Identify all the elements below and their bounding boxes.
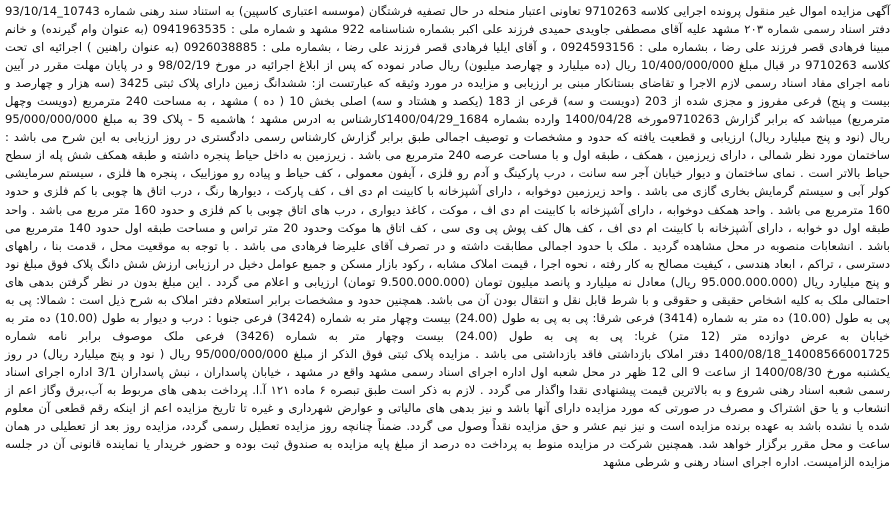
auction-notice-text: آگهی مزایده اموال غیر منقول پرونده اجرایی کلاسه 9710263 تعاونی اعتبار منحله در حال تصفیه فرشتگان (موسسه اعتباری کاسپین) به استناد سند رهنی شماره 10743_93/10/14 دفتر اسناد رسمی شماره ۲۰۳ مشهد علیه آقای مصطفی جاویدی حمیدی فرزند علی اکبر بشماره شناسنامه 922 مشهد و شماره ملی : 0941963535 (به عنوان وام گیرنده) و خانم مبینا فرهادی قصر فرزند علی رضا ، بشماره ملی : 0924593156 ، و آقای ایلیا فرهادی قصر فرزند علی رضا ، بشماره ملی : 0926038885 (به عنوان راهنین ) اجرائیه ای تحت کلاسه 9710263 در قبال مبلغ 10/400/000/000 ریال (ده میلیارد و چهارصد میلیون) ریال صادر نموده که پس از ابلاغ اجرائیه در مورخ 98/02/19 و در پایان مهلت مقرر در آیین نامه اجرای مفاد اسناد رسمی لازم الاجرا و تقاضای بستانکار مبنی بر ارزیابی و مزایده در مورد وثیقه که عبارتست از: ششدانگ زمین دارای پلاک ثبتی 3425 (سه هزار و چهارصد و بیست و پنج) فرعی مفروز و مجزی شده از 203 (دویست و سه) قرعی از 183 (یکصد و هشتاد و سه) اصلی بخش 10 ( ده ) مشهد ، به مساحت 240 مترمربع (دویست وچهل مترمربع) میباشد که برابر گزارش 9710263مورخه 1400/04/28 وارده بشماره 1684_1400/04/29کارشناس به ادرس مشهد ؛ هاشمیه 5 - پلاک 39 به مبلغ 95/000/000/000 ریال (نود و پنج میلیارد ریال) ارزیابی و قطعیت یافته که حدود و مشخصات و توصیف اجمالی طبق برابر گزارش کارشناس رسمی دادگستری در روز ارزیابی به این شرح می باشد : ساختمان مورد نظر شمالی ، دارای زیرزمین ، همکف ، طبقه اول و با مساحت عرصه 240 مترمربع می باشد . زیرزمین به داخل حیاط پنجره داشته و طبقه همکف شش پله از سطح حیاط بالاتر است . نمای ساختمان و دیوار خیابان آجر سه سانت ، درب پارکینگ و آدم رو فلزی ، آیفون معمولی ، کف حیاط و پیاده رو موزاییک ، پنجره ها فلزی ، سیستم سرمایشی کولر آبی و سیستم گرمایش بخاری گازی می باشد . واحد زیرزمین دوخوابه ، دارای آشپزخانه با کابینت ام دی اف ، کف پارکت ، دیوارها رنگ ، درب اتاق ها چوبی با کم فلزی و حدود 160 مترمربع می باشد . واحد همکف دوخوابه ، دارای آشپزخانه با کابینت ام دی اف ، موکت ، کاغذ دیواری ، درب های اتاق چوبی با کم فلزی و حدود 160 متر مربع می باشد . واحد طبقه اول دو خوابه ، دارای آشپزخانه با کابینت ام دی اف ، کف هال کف پوش پی وی سی ، کف اتاق ها موکت وحدود 20 متر تراس و مساحت طبقه اول حدود 140 مترمربع می باشد . انشعابات منصوبه در محل مشاهده گردید . ملک با حدود اجمالی مطابقت داشته و در تصرف آقای علیرضا فرهادی می باشد . با توجه به موقعیت محل ، قدمت بنا ، راههای دسترسی ، تراکم ، ابعاد هندسی ، کیفیت مصالح به کار رفته ، نحوه اجرا ، قیمت املاک مشابه ، رکود بازار مسکن و جمیع عوامل دخیل در ارزیابی ارزش شش دانگ پلاک فوق مبلغ نود و پنج میلیارد ریال (95.000.000.000 ریال) معادل نه میلیارد و پانصد میلیون تومان (9.500.000.000 تومان) ارزیابی و اعلام می گردد . این مبلغ بدون در نظر گرفتن بدهی های احتمالی ملک به کلیه اشخاص حقیقی و حقوقی و با شرط قابل نقل و انتقال بودن آن می باشد. همچنین حدود و مشخصات برابر استعلام دفتر املاک به شرح ذیل است : شمالا: پی به پی به طول (10.00) ده متر به شماره (3414) فرعی شرقا: پی به پی به طول (24.00) بیست وچهار متر به شماره (3424) فرعی جنوبا : درب و دیوار به طول (10.00) ده متر به خیابان به عرض دوازده متر (12 متر) غربا: پی به پی به طول (24.00) بیست وچهار متر به شماره (3426) فرعی ملک موصوف برابر نامه شماره 14008566001725_1400/08/18 دفتر املاک بازداشتی فاقد بازداشتی می باشد . مزایده پلاک ثبتی فوق الذکر از مبلغ 95/000/000/000 ریال ( نود و پنج میلیارد ریال) در روز یکشنبه مورخ 1400/08/30 از ساعت 9 الی 12 ظهر در محل شعبه اول اداره اجرای اسناد رسمی مشهد واقع در مشهد ، خیابان پاسداران ، نبش پاسداران 3/1 اداره اجرای اسناد رسمی شعبه اسناد رهنی شروع و به بالاترین قیمت پیشنهادی نقدا واگذار می گردد . لازم به ذکر است طبق تبصره ۶ ماده ۱۲۱ آ.ا. پرداخت بدهی های مربوط به آب،برق وگاز اعم از انشعاب و یا حق اشتراک و مصرف در صورتی که مورد مزایده دارای آنها باشد و نیز بدهی های مالیاتی و عوارض شهرداری و غیره تا تاریخ مزایده اعم از اینکه رقم قطعی آن معلوم شده یا نشده باشد به عهده برنده مزایده است و نیز نیم عشر و حق مزایده نقداً وصول می گردد. ضمناً چنانچه روز مزایده تعطیل رسمی گردد، مزایده روز بعد از تعطیلی در همان ساعت و محل مقرر برگزار خواهد شد. همچنین شرکت در مزایده منوط به پرداخت ده درصد از مبلغ پایه مزایده به صندوق ثبت بوده و حضور خریدار یا نماینده قانونی آن در جلسه مزایده الزامیست. اداره اجرای اسناد رهنی و شرطی مشهد (5, 4, 890, 470)
